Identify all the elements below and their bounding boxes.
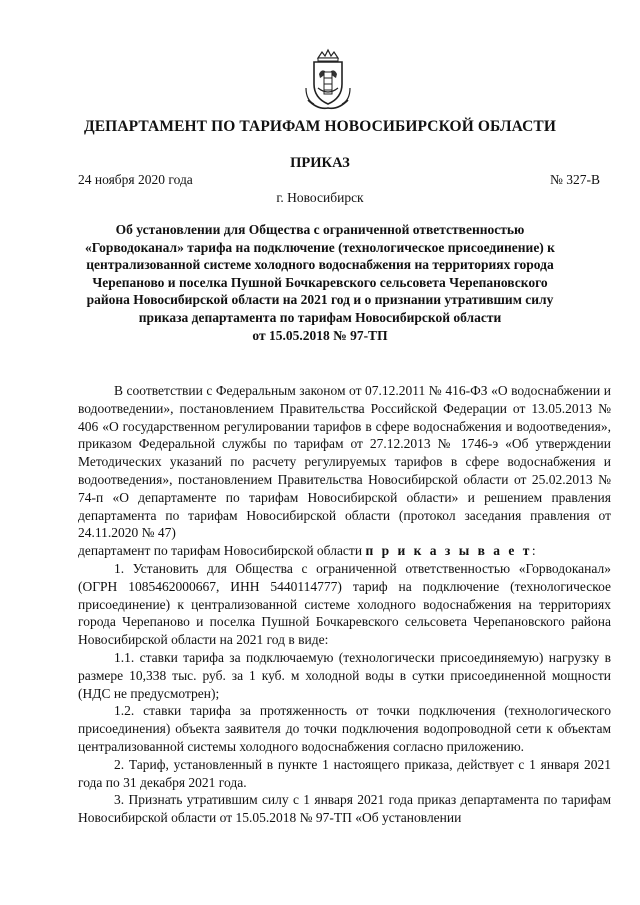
subject-line: «Горводоканал» тарифа на подключение (технологическое присоединение) к — [85, 239, 555, 255]
decree-intro: департамент по тарифам Новосибирской области — [78, 543, 363, 559]
item-2-paragraph: 2. Тариф, установленный в пункте 1 настоящего приказа, действует с 1 января 2021 года по 31 декабря 2021 года. — [78, 756, 611, 790]
subject-line: централизованной системе холодного водоснабжения на территориях города — [86, 257, 554, 273]
item-3-paragraph: 3. Признать утратившим силу с 1 января 2021 года приказ департамента по тарифам Новосибирской области от 15.05.2018 № 97-ТП «Об установлении — [78, 792, 611, 826]
preamble-paragraph: В соответствии с Федеральным законом от 07.12.2011 № 416-ФЗ «О водоснабжении и водоотведении», постановлением Правительства Российской Федерации от 13.05.2013 № 406 «О государственном регулировании тарифов в сфере водоснабжения и водоотведения», приказом Федеральной службы по тарифам от 27.12.2013 № 1746-э «Об утверждении Методических указаний по расчету регулируемых тарифов в сфере водоснабжения и водоотведения», постановлением Правительства Новосибирской области от 25.02.2013 № 74-п «О департаменте по тарифам Новосибирской области» и решением правления департамента по тарифам Новосибирской области (протокол заседания правления от 24.11.2020 № 47) — [78, 383, 611, 541]
item-1-2-paragraph: 1.2. ставки тарифа за протяженность от точки подключения (технологического присоединения) объекта заявителя до точки подключения водопроводной сети к объектам централизованной системы холодного водоснабжения согласно приложению. — [78, 703, 611, 754]
subject-line: приказа департамента по тарифам Новосибирской области — [138, 309, 502, 325]
subject-line: района Новосибирской области на 2021 год и о признании утратившим силу — [86, 292, 554, 308]
decree-colon: : — [531, 543, 536, 559]
item-1-1-paragraph: 1.1. ставки тарифа за подключаемую (технологически присоединяемую) нагрузку в размере 10,338 тыс. руб. за 1 куб. м холодной воды в сутки присоединенной мощности (НДС не предусмотрен); — [78, 649, 611, 701]
department-title: ДЕПАРТАМЕНТ ПО ТАРИФАМ НОВОСИБИРСКОЙ ОБЛАСТИ — [83, 118, 557, 135]
order-number: № 327-В — [549, 172, 600, 187]
decree-paragraph — [78, 542, 611, 560]
order-body — [78, 382, 611, 827]
order-subject — [76, 221, 564, 344]
item-1-paragraph: 1. Установить для Общества с ограниченной ответственностью «Горводоканал» (ОГРН 1085462000667, ИНН 5440114777) тариф на подключение (технологическое присоединение) к централизованной системе холодного водоснабжения на территориях города Черепаново и поселка Пушной Бочкаревского сельсовета Черепановского района Новосибирской области на 2021 год в виде: — [78, 560, 611, 648]
order-date: 24 ноября 2020 года — [78, 172, 193, 187]
decree-word: п р и к а з ы в а е т — [365, 543, 532, 559]
subject-line: от 15.05.2018 № 97-ТП — [252, 327, 388, 343]
order-title: ПРИКАЗ — [290, 155, 350, 171]
coat-of-arms-icon — [296, 48, 360, 112]
subject-line: Черепаново и поселка Пушной Бочкаревского сельсовета Черепановского — [92, 274, 548, 290]
subject-line: Об установлении для Общества с ограниченной ответственностью — [115, 222, 525, 237]
order-city: г. Новосибирск — [276, 190, 364, 205]
